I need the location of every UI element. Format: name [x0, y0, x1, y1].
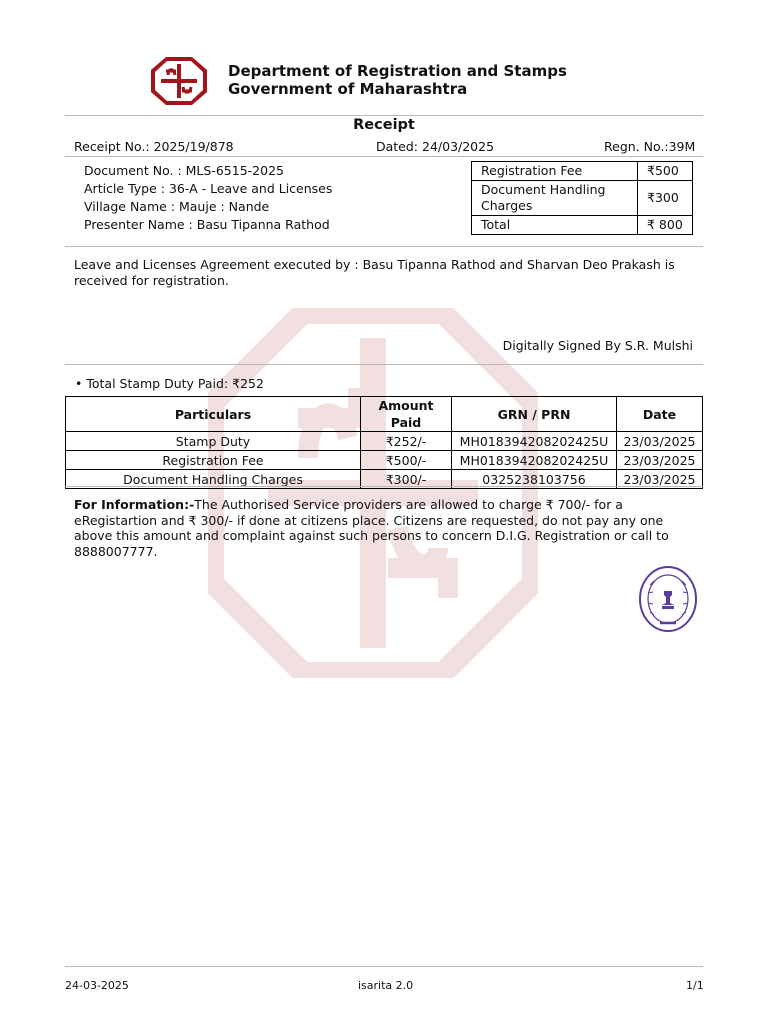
registration-number: Regn. No.:39M — [604, 139, 696, 154]
village-name: Village Name : Mauje : Nande — [84, 199, 270, 214]
footer-date: 24-03-2025 — [65, 979, 129, 992]
igr-maharashtra-logo-icon — [150, 56, 208, 106]
fee-table — [471, 161, 693, 235]
particulars-cell: Stamp Duty — [66, 432, 361, 451]
date-cell: 23/03/2025 — [617, 470, 703, 489]
document-details — [84, 162, 332, 234]
details-divider — [65, 246, 703, 247]
footer-app-name: isarita 2.0 — [358, 979, 414, 992]
signature-divider — [65, 364, 703, 365]
fee-label: Total — [472, 216, 638, 235]
information-text: The Authorised Service providers are allowed to charge ₹ 700/- for a eRegistartion and ₹ 300/- if done at citizens place. Citizens are requested, do not pay any one above this amount and complaint against such persons to concern D.I.G. Registration or call to 8888007777. — [74, 497, 669, 559]
information-note — [74, 497, 699, 559]
sub-registrar-seal-icon — [638, 565, 698, 633]
digital-signature: Digitally Signed By S.R. Mulshi — [502, 338, 693, 353]
footer-page-number: 1/1 — [686, 979, 704, 992]
stamp-duty-total: • Total Stamp Duty Paid: ₹252 — [75, 376, 264, 391]
header-divider — [65, 115, 703, 116]
fee-label: Document Handling Charges — [472, 181, 638, 216]
document-number: Document No. : MLS-6515-2025 — [84, 163, 284, 178]
grn-cell: MH018394208202425U — [452, 451, 617, 470]
amount-cell: ₹500/- — [361, 451, 452, 470]
column-header: Amount Paid — [361, 397, 452, 432]
fee-amount: ₹300 — [638, 181, 693, 216]
receipt-title: Receipt — [353, 117, 415, 133]
payment-divider — [65, 486, 703, 487]
column-header: Date — [617, 397, 703, 432]
payment-table — [65, 396, 703, 489]
column-header: GRN / PRN — [452, 397, 617, 432]
fee-amount: ₹ 800 — [638, 216, 693, 235]
table-row — [66, 432, 703, 451]
date-cell: 23/03/2025 — [617, 451, 703, 470]
department-heading — [228, 62, 567, 98]
fee-row — [472, 181, 693, 216]
amount-cell: ₹252/- — [361, 432, 452, 451]
article-type: Article Type : 36-A - Leave and Licenses — [84, 181, 333, 196]
fee-row — [472, 216, 693, 235]
receipt-date: Dated: 24/03/2025 — [376, 139, 495, 154]
presenter-name: Presenter Name : Basu Tipanna Rathod — [84, 217, 330, 232]
grn-cell: 0325238103756 — [452, 470, 617, 489]
agreement-text: Leave and Licenses Agreement executed by : Basu Tipanna Rathod and Sharvan Deo Prakash is received for registration. — [74, 257, 675, 288]
payment-header-row — [66, 397, 703, 432]
department-name: Department of Registration and Stamps — [228, 62, 567, 80]
table-row — [66, 451, 703, 470]
particulars-cell: Document Handling Charges — [66, 470, 361, 489]
particulars-cell: Registration Fee — [66, 451, 361, 470]
grn-cell: MH018394208202425U — [452, 432, 617, 451]
fee-label: Registration Fee — [472, 162, 638, 181]
fee-row — [472, 162, 693, 181]
date-cell: 23/03/2025 — [617, 432, 703, 451]
amount-cell: ₹300/- — [361, 470, 452, 489]
information-label: For Information:- — [74, 497, 195, 512]
government-name: Government of Maharashtra — [228, 80, 468, 98]
meta-divider — [65, 156, 703, 157]
column-header: Particulars — [66, 397, 361, 432]
fee-amount: ₹500 — [638, 162, 693, 181]
receipt-number: Receipt No.: 2025/19/878 — [74, 139, 234, 154]
footer-divider — [65, 966, 703, 967]
